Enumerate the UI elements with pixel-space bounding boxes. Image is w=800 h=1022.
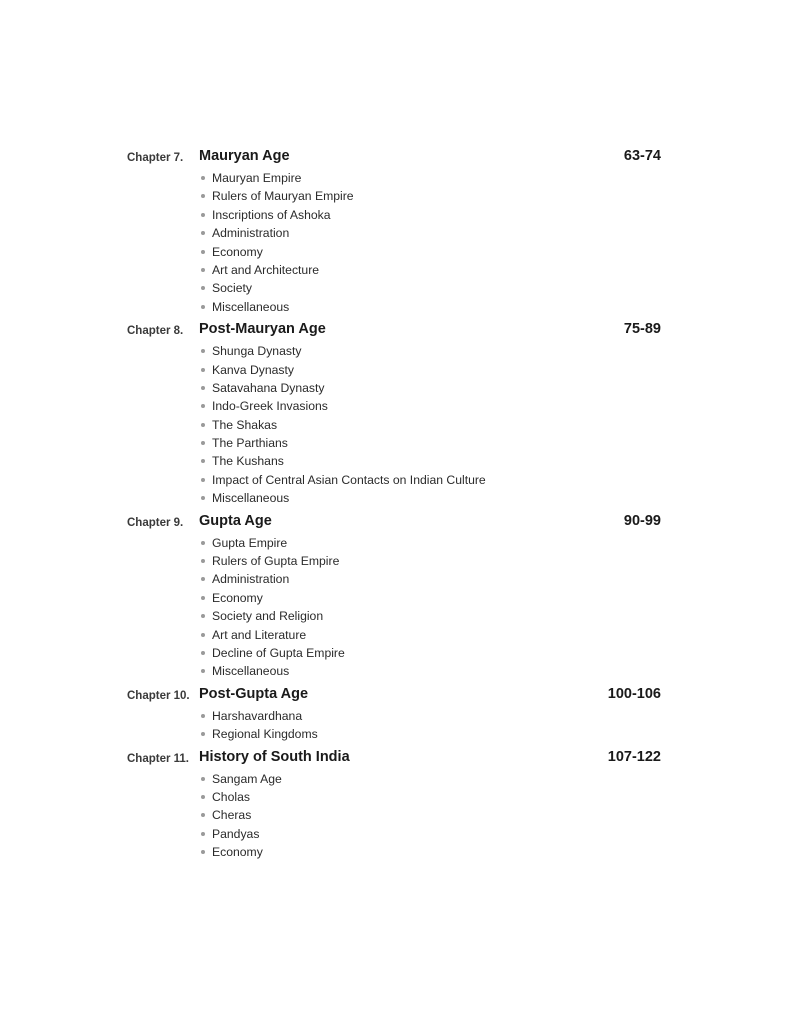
topic-list [127, 534, 661, 681]
topic-label: Economy [212, 244, 263, 259]
chapter-number: Chapter 7. [127, 152, 184, 164]
topic-list [127, 707, 661, 744]
topic-label: Regional Kingdoms [212, 727, 318, 742]
topic-label: Cheras [212, 808, 252, 823]
topic-item [199, 570, 661, 588]
topic-label: Kanva Dynasty [212, 362, 294, 377]
chapter-header [127, 148, 661, 169]
topic-item [199, 416, 661, 434]
bullet-icon [201, 559, 205, 563]
bullet-icon [201, 633, 205, 637]
topic-label: Sangam Age [212, 771, 282, 786]
bullet-icon [201, 496, 205, 500]
bullet-icon [201, 305, 205, 309]
topic-label: The Shakas [212, 417, 278, 432]
topic-item [199, 379, 661, 397]
topic-label: The Parthians [212, 436, 288, 451]
topic-item [199, 187, 661, 205]
bullet-icon [201, 250, 205, 254]
bullet-icon [201, 349, 205, 353]
bullet-icon [201, 795, 205, 799]
topic-label: Pandyas [212, 826, 260, 841]
bullet-icon [201, 596, 205, 600]
chapter-entry [127, 749, 661, 862]
bullet-icon [201, 268, 205, 272]
bullet-icon [201, 441, 205, 445]
bullet-icon [201, 459, 205, 463]
topic-label: Miscellaneous [212, 491, 290, 506]
bullet-icon [201, 832, 205, 836]
chapter-number: Chapter 9. [127, 516, 184, 529]
bullet-icon [201, 213, 205, 217]
topic-label: Art and Architecture [212, 262, 320, 277]
topic-item [199, 825, 661, 843]
bullet-icon [201, 194, 205, 198]
chapter-header [127, 321, 661, 342]
chapter-header [127, 686, 661, 707]
bullet-icon [201, 404, 205, 408]
topic-item [199, 279, 661, 297]
topic-label: Miscellaneous [212, 664, 290, 679]
chapter-title[interactable]: History of South India [199, 748, 350, 765]
bullet-icon [201, 577, 205, 581]
bullet-icon [201, 732, 205, 736]
topic-label: Art and Literature [212, 627, 307, 642]
topic-item [199, 534, 661, 552]
topic-label: Harshavardhana [212, 708, 303, 723]
topic-label: Mauryan Empire [212, 171, 302, 185]
chapter-entry [127, 321, 661, 508]
topic-label: Miscellaneous [212, 299, 290, 314]
bullet-icon [201, 286, 205, 290]
topic-label: Society [212, 281, 252, 296]
topic-list [127, 342, 661, 508]
chapter-entry [127, 148, 661, 316]
chapter-number: Chapter 8. [127, 325, 184, 338]
bullet-icon [201, 368, 205, 372]
topic-item [199, 725, 661, 743]
chapter-header [127, 749, 661, 770]
topic-item [199, 206, 661, 224]
chapter-number: Chapter 10. [127, 689, 190, 702]
topic-item [199, 806, 661, 824]
chapter-title[interactable]: Gupta Age [199, 512, 272, 529]
topic-label: Indo-Greek Invasions [212, 399, 328, 414]
chapter-title[interactable]: Mauryan Age [199, 148, 290, 164]
topic-label: Impact of Central Asian Contacts on Indian Culture [212, 472, 486, 487]
topic-item [199, 843, 661, 861]
bullet-icon [201, 478, 205, 482]
chapter-page-range: 100-106 [607, 685, 661, 702]
bullet-icon [201, 614, 205, 618]
bullet-icon [201, 777, 205, 781]
table-of-contents [127, 148, 661, 867]
topic-label: Cholas [212, 789, 250, 804]
bullet-icon [201, 423, 205, 427]
bullet-icon [201, 176, 205, 180]
topic-label: Economy [212, 845, 263, 860]
topic-label: Decline of Gupta Empire [212, 645, 345, 660]
topic-item [199, 552, 661, 570]
topic-label: Economy [212, 590, 263, 605]
topic-label: Administration [212, 572, 290, 587]
bullet-icon [201, 231, 205, 235]
chapter-page-range: 63-74 [623, 148, 661, 164]
topic-item [199, 243, 661, 261]
topic-label: Rulers of Mauryan Empire [212, 189, 354, 204]
topic-item [199, 770, 661, 788]
chapter-header [127, 513, 661, 534]
topic-item [199, 261, 661, 279]
topic-item [199, 298, 661, 316]
topic-label: Rulers of Gupta Empire [212, 554, 340, 569]
topic-label: Gupta Empire [212, 535, 288, 550]
topic-list [127, 169, 661, 316]
topic-label: Shunga Dynasty [212, 344, 302, 359]
topic-label: Administration [212, 226, 290, 241]
bullet-icon [201, 386, 205, 390]
bullet-icon [201, 714, 205, 718]
topic-list [127, 770, 661, 862]
chapter-title[interactable]: Post-Mauryan Age [199, 321, 326, 338]
chapter-entry [127, 686, 661, 744]
topic-item [199, 224, 661, 242]
bullet-icon [201, 669, 205, 673]
topic-item [199, 434, 661, 452]
topic-label: Satavahana Dynasty [212, 380, 325, 395]
bullet-icon [201, 541, 205, 545]
topic-item [199, 397, 661, 415]
topic-label: Inscriptions of Ashoka [212, 207, 331, 222]
chapter-number: Chapter 11. [127, 752, 189, 765]
chapter-page-range: 107-122 [607, 748, 661, 765]
chapter-entry [127, 513, 661, 681]
topic-item [199, 644, 661, 662]
topic-label: Society and Religion [212, 609, 324, 624]
topic-item [199, 607, 661, 625]
chapter-page-range: 90-99 [623, 512, 661, 529]
topic-item [199, 169, 661, 187]
topic-item [199, 452, 661, 470]
topic-item [199, 471, 661, 489]
topic-item [199, 361, 661, 379]
topic-item [199, 788, 661, 806]
topic-item [199, 662, 661, 680]
bullet-icon [201, 850, 205, 854]
topic-item [199, 589, 661, 607]
chapter-title[interactable]: Post-Gupta Age [199, 685, 309, 702]
topic-item [199, 707, 661, 725]
topic-item [199, 342, 661, 360]
chapter-page-range: 75-89 [623, 321, 661, 338]
topic-label: The Kushans [212, 454, 284, 469]
topic-item [199, 489, 661, 507]
bullet-icon [201, 651, 205, 655]
bullet-icon [201, 813, 205, 817]
topic-item [199, 626, 661, 644]
